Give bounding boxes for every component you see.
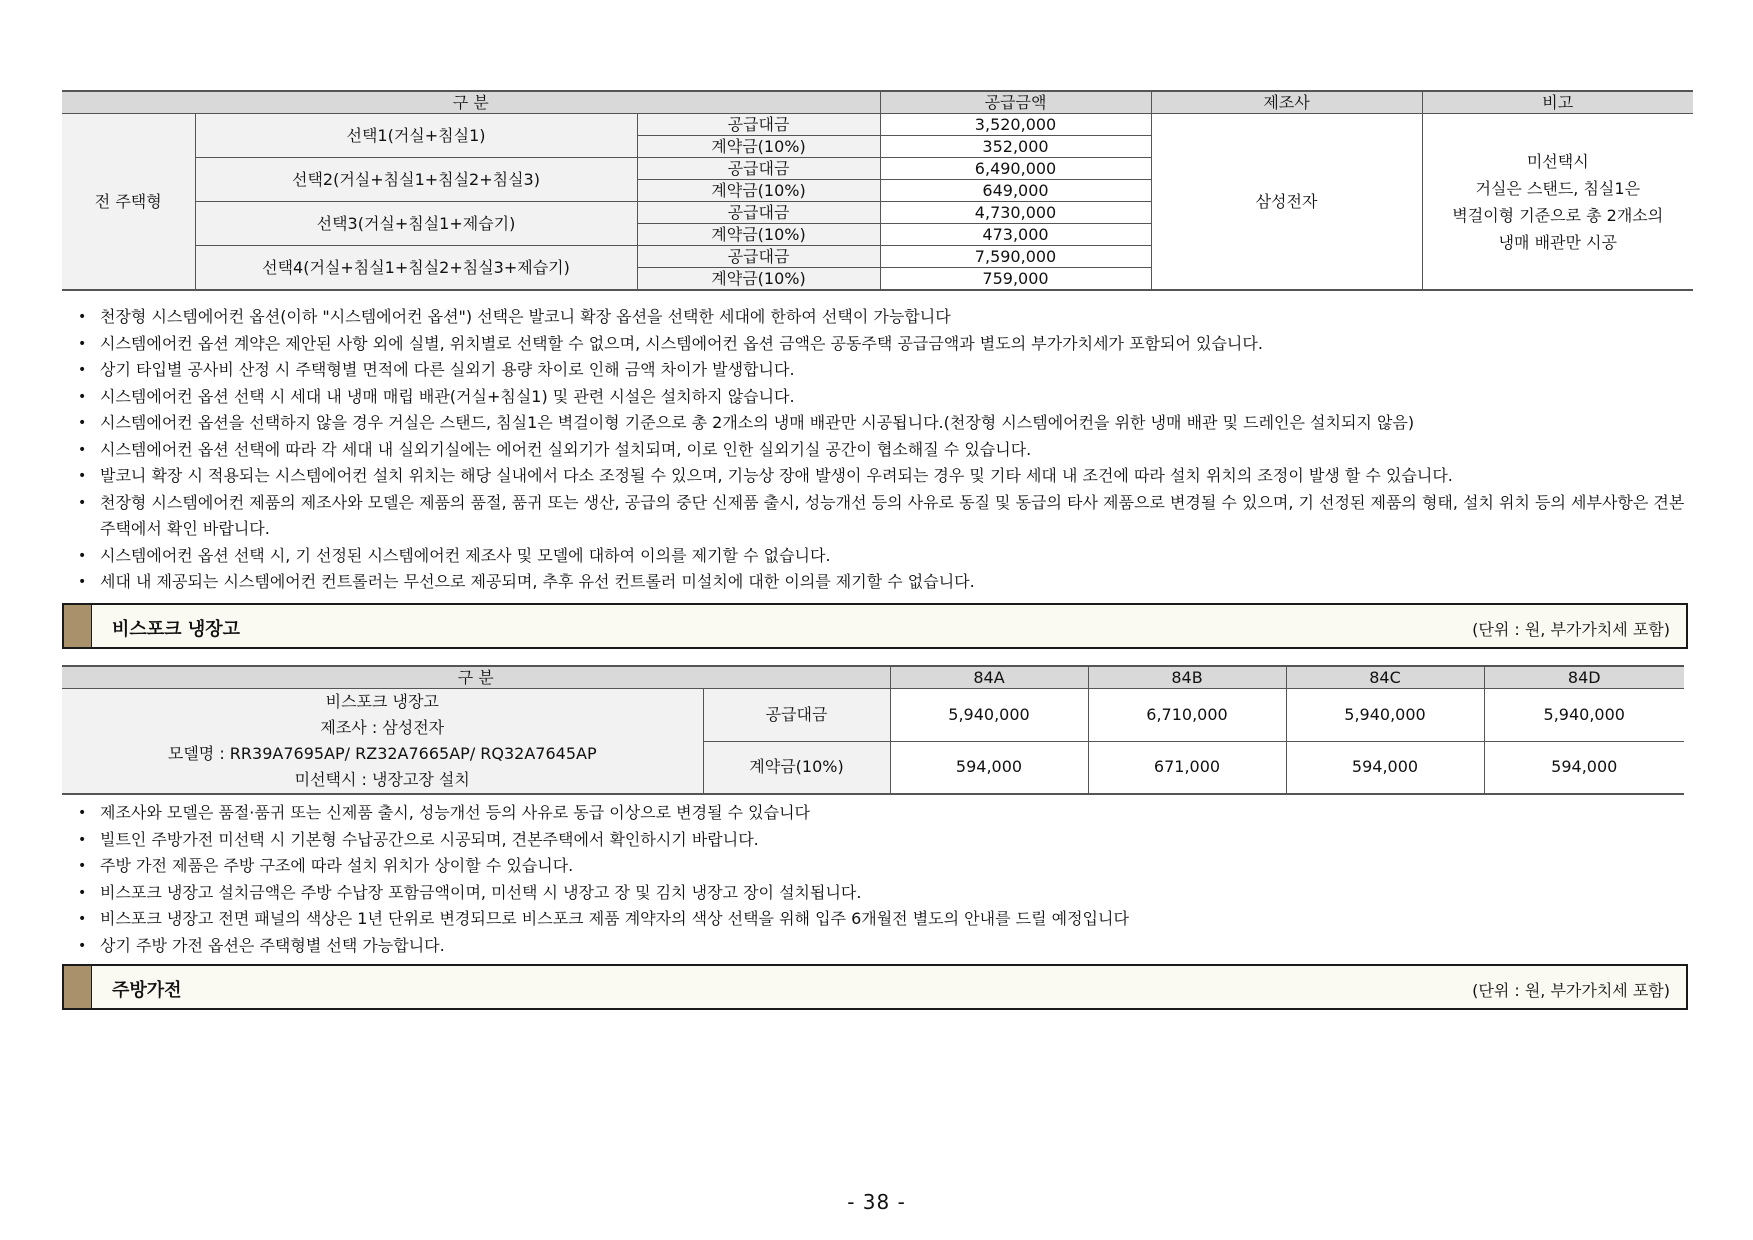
type-header: 84C xyxy=(1286,666,1484,689)
remark-cell xyxy=(1422,114,1693,291)
option-name: 선택1(거실+침실1) xyxy=(195,114,637,158)
remark-line: 냉매 배관만 시공 xyxy=(1498,232,1617,252)
note-item: • 비스포크 냉장고 설치금액은 주방 수납장 포함금액이며, 미선택 시 냉장고 장 및 김치 냉장고 장이 설치됩니다. xyxy=(78,880,1696,907)
note-item: • 비스포크 냉장고 전면 패널의 색상은 1년 단위로 변경되므로 비스포크 제품 계약자의 색상 선택을 위해 입주 6개월전 별도의 안내를 드릴 예정입니다 xyxy=(78,906,1696,933)
section-title: 주방가전 xyxy=(112,980,182,1001)
table-header-row xyxy=(62,666,1684,689)
contract-value: 352,000 xyxy=(880,136,1151,158)
note-item: • 시스템에어컨 옵션 선택 시, 기 선정된 시스템에어컨 제조사 및 모델에 대하여 이의를 제기할 수 없습니다. xyxy=(78,543,1696,570)
contract-value: 671,000 xyxy=(1088,741,1286,794)
desc-line: 비스포크 냉장고 xyxy=(325,692,439,711)
contract-label: 계약금(10%) xyxy=(637,224,880,246)
aircon-notes xyxy=(78,304,1696,596)
note-item: • 발코니 확장 시 적용되는 시스템에어컨 설치 위치는 해당 실내에서 다소 조정될 수 있으며, 기능상 장애 발생이 우려되는 경우 및 기타 세대 내 조건에 따라 설치 위치의 조정이 발생 할 수 있습니다. xyxy=(78,463,1696,490)
category-header: 구 분 xyxy=(62,666,890,689)
contract-value: 759,000 xyxy=(880,268,1151,291)
maker-header: 제조사 xyxy=(1151,91,1422,114)
section-accent xyxy=(64,966,92,1008)
note-item: • 세대 내 제공되는 시스템에어컨 컨트롤러는 무선으로 제공되며, 추후 유선 컨트롤러 미설치에 대한 이의를 제기할 수 없습니다. xyxy=(78,569,1696,596)
contract-value: 473,000 xyxy=(880,224,1151,246)
option-name: 선택3(거실+침실1+제습기) xyxy=(195,202,637,246)
remark-line: 벽걸이형 기준으로 총 2개소의 xyxy=(1452,205,1664,225)
supply-value: 6,710,000 xyxy=(1088,689,1286,742)
table-row xyxy=(62,689,1684,742)
supply-label: 공급대금 xyxy=(637,114,880,136)
category-header: 구 분 xyxy=(62,91,880,114)
contract-label: 계약금(10%) xyxy=(637,136,880,158)
contract-label: 계약금(10%) xyxy=(637,268,880,291)
desc-line: 모델명 : RR39A7695AP/ RZ32A7665AP/ RQ32A7645AP xyxy=(167,744,597,763)
contract-label: 계약금(10%) xyxy=(703,741,890,794)
kitchen-section-bar xyxy=(62,964,1688,1010)
fridge-description xyxy=(62,689,703,795)
supply-value: 6,490,000 xyxy=(880,158,1151,180)
type-header: 84A xyxy=(890,666,1088,689)
supply-value: 5,940,000 xyxy=(1286,689,1484,742)
page-number: - 38 - xyxy=(847,1190,906,1214)
remark-line: 거실은 스탠드, 침실1은 xyxy=(1475,178,1641,198)
supply-value: 3,520,000 xyxy=(880,114,1151,136)
supply-value: 5,940,000 xyxy=(1484,689,1684,742)
section-title: 비스포크 냉장고 xyxy=(112,619,240,640)
supply-label: 공급대금 xyxy=(637,202,880,224)
desc-line: 미선택시 : 냉장고장 설치 xyxy=(294,770,470,789)
note-item: • 상기 타입별 공사비 산정 시 주택형별 면적에 다른 실외기 용량 차이로 인해 금액 차이가 발생합니다. xyxy=(78,357,1696,384)
supply-value: 5,940,000 xyxy=(890,689,1088,742)
aircon-option-table xyxy=(62,90,1693,291)
desc-line: 제조사 : 삼성전자 xyxy=(320,718,445,737)
maker-cell: 삼성전자 xyxy=(1151,114,1422,291)
option-name: 선택4(거실+침실1+침실2+침실3+제습기) xyxy=(195,246,637,291)
table-row xyxy=(62,114,1693,136)
supply-label: 공급대금 xyxy=(637,158,880,180)
supply-value: 7,590,000 xyxy=(880,246,1151,268)
note-item: • 천장형 시스템에어컨 옵션(이하 "시스템에어컨 옵션") 선택은 발코니 확장 옵션을 선택한 세대에 한하여 선택이 가능합니다 xyxy=(78,304,1696,331)
fridge-section-bar xyxy=(62,603,1688,649)
contract-value: 594,000 xyxy=(1286,741,1484,794)
note-item: • 천장형 시스템에어컨 제품의 제조사와 모델은 제품의 품절, 품귀 또는 생산, 공급의 중단 신제품 출시, 성능개선 등의 사유로 동질 및 동급의 타사 제품으로 변경될 수 있으며, 기 선정된 제품의 형태, 설치 위치 등의 세부사항은 견본주택에서 확인 바랍니다. xyxy=(78,490,1696,543)
note-item: • 시스템에어컨 옵션 선택 시 세대 내 냉매 매립 배관(거실+침실1) 및 관련 시설은 설치하지 않습니다. xyxy=(78,384,1696,411)
section-accent xyxy=(64,605,92,647)
supply-label: 공급대금 xyxy=(637,246,880,268)
contract-label: 계약금(10%) xyxy=(637,180,880,202)
option-name: 선택2(거실+침실1+침실2+침실3) xyxy=(195,158,637,202)
note-item: • 제조사와 모델은 품절·품귀 또는 신제품 출시, 성능개선 등의 사유로 동급 이상으로 변경될 수 있습니다 xyxy=(78,800,1696,827)
fridge-notes xyxy=(78,800,1696,959)
type-header: 84B xyxy=(1088,666,1286,689)
note-item: • 시스템에어컨 옵션 선택에 따라 각 세대 내 실외기실에는 에어컨 실외기가 설치되며, 이로 인한 실외기실 공간이 협소해질 수 있습니다. xyxy=(78,437,1696,464)
fridge-option-table xyxy=(62,665,1684,795)
contract-value: 649,000 xyxy=(880,180,1151,202)
contract-value: 594,000 xyxy=(890,741,1088,794)
type-header: 84D xyxy=(1484,666,1684,689)
note-item: • 시스템에어컨 옵션 계약은 제안된 사항 외에 실별, 위치별로 선택할 수 없으며, 시스템에어컨 옵션 금액은 공동주택 공급금액과 별도의 부가가치세가 포함되어 있습니다. xyxy=(78,331,1696,358)
note-header: 비고 xyxy=(1422,91,1693,114)
contract-value: 594,000 xyxy=(1484,741,1684,794)
unit-note: (단위 : 원, 부가가치세 포함) xyxy=(1472,620,1670,639)
note-item: • 상기 주방 가전 옵션은 주택형별 선택 가능합니다. xyxy=(78,933,1696,960)
price-header: 공급금액 xyxy=(880,91,1151,114)
remark-line: 미선택시 xyxy=(1526,151,1589,171)
note-item: • 시스템에어컨 옵션을 선택하지 않을 경우 거실은 스탠드, 침실1은 벽걸이형 기준으로 총 2개소의 냉매 배관만 시공됩니다.(천장형 시스템에어컨을 위한 냉매 배관 및 드레인은 설치되지 않음) xyxy=(78,410,1696,437)
supply-value: 4,730,000 xyxy=(880,202,1151,224)
unit-note: (단위 : 원, 부가가치세 포함) xyxy=(1472,981,1670,1000)
table-header-row xyxy=(62,91,1693,114)
supply-label: 공급대금 xyxy=(703,689,890,742)
note-item: • 빌트인 주방가전 미선택 시 기본형 수납공간으로 시공되며, 견본주택에서 확인하시기 바랍니다. xyxy=(78,827,1696,854)
housing-type-cell: 전 주택형 xyxy=(62,114,195,291)
note-item: • 주방 가전 제품은 주방 구조에 따라 설치 위치가 상이할 수 있습니다. xyxy=(78,853,1696,880)
